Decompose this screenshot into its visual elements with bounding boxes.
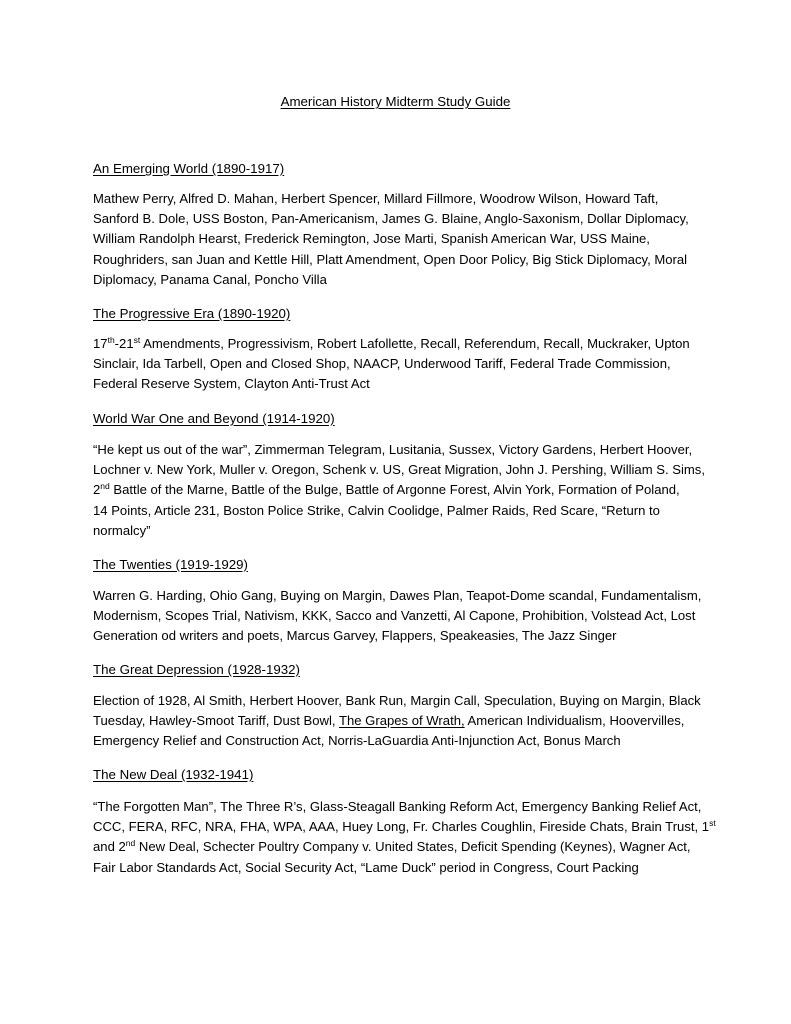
text-line: Mathew Perry, Alfred D. Mahan, Herbert Spencer, Millard Fillmore, Woodrow Wilson, Howard Taft, xyxy=(93,191,659,206)
section-progressive-era xyxy=(93,305,703,392)
text-line: Lochner v. New York, Muller v. Oregon, Schenk v. US, Great Migration, John J. Pershing, William S. Sims, xyxy=(93,462,705,478)
section-body xyxy=(93,440,703,541)
document-title: American History Midterm Study Guide xyxy=(280,94,511,109)
book-title: The Grapes of Wrath, xyxy=(338,713,465,729)
superscript: nd xyxy=(125,838,136,849)
text-line: Modernism, Scopes Trial, Nativism, KKK, Sacco and Vanzetti, Al Capone, Prohibition, Volstead Act, Lost xyxy=(93,608,696,624)
text-line: Emergency Relief and Construction Act, Norris-LaGuardia Anti-Injunction Act, Bonus March xyxy=(93,733,621,749)
text-fragment: Battle of the Marne, Battle of the Bulge, Battle of Argonne Forest, Alvin York, Formation of Poland, xyxy=(109,482,680,498)
text-line: Sinclair, Ida Tarbell, Open and Closed Shop, NAACP, Underwood Tariff, Federal Trade Commission, xyxy=(93,356,671,372)
text-line: Generation od writers and poets, Marcus Garvey, Flappers, Speakeasies, The Jazz Singer xyxy=(93,628,617,644)
text-line: “The Forgotten Man”, The Three R’s, Glass-Steagall Banking Reform Act, Emergency Banking Relief Act, xyxy=(93,799,702,814)
section-new-deal xyxy=(93,766,716,875)
section-heading: The Progressive Era (1890-1920) xyxy=(93,306,291,321)
section-body xyxy=(93,797,716,878)
text-line: Diplomacy, Panama Canal, Poncho Villa xyxy=(93,271,327,287)
text-line: Election of 1928, Al Smith, Herbert Hoover, Bank Run, Margin Call, Speculation, Buying on Margin, Black xyxy=(93,693,701,708)
section-heading: The New Deal (1932-1941) xyxy=(93,767,254,782)
text-line: “He kept us out of the war”, Zimmerman Telegram, Lusitania, Sussex, Victory Gardens, Herbert Hoover, xyxy=(93,442,693,457)
section-heading: World War One and Beyond (1914-1920) xyxy=(93,411,335,426)
text-line xyxy=(93,837,703,857)
text-line: normalcy” xyxy=(93,522,151,538)
superscript: nd xyxy=(100,481,110,492)
superscript: th xyxy=(107,335,115,345)
superscript: st xyxy=(133,335,141,345)
text-fragment: CCC, FERA, RFC, NRA, FHA, WPA, AAA, Huey Long, Fr. Charles Coughlin, Fireside Chats, Brain Trust, 1 xyxy=(93,819,710,835)
section-body xyxy=(93,691,703,752)
section-body xyxy=(93,586,703,647)
section-body xyxy=(93,334,703,395)
text-line: Roughriders, san Juan and Kettle Hill, Platt Amendment, Open Door Policy, Big Stick Diplomacy, Moral xyxy=(93,251,688,267)
section-twenties xyxy=(93,556,703,644)
text-line xyxy=(93,480,703,500)
text-line: William Randolph Hearst, Frederick Remington, Jose Marti, Spanish American War, USS Maine, xyxy=(93,231,650,247)
text-line: Fair Labor Standards Act, Social Security Act, “Lame Duck” period in Congress, Court Packing xyxy=(93,859,639,875)
section-heading: The Twenties (1919-1929) xyxy=(93,557,248,572)
text-line xyxy=(93,817,716,837)
text-fragment: New Deal, Schecter Poultry Company v. United States, Deficit Spending (Keynes), Wagner Act, xyxy=(135,839,691,855)
text-fragment: and 2 xyxy=(93,839,126,855)
text-line: Sanford B. Dole, USS Boston, Pan-Americanism, James G. Blaine, Anglo-Saxonism, Dollar Diplomacy, xyxy=(93,211,689,227)
section-emerging-world xyxy=(93,160,703,287)
section-world-war-one xyxy=(93,410,705,538)
section-heading: An Emerging World (1890-1917) xyxy=(93,161,285,176)
text-line: 14 Points, Article 231, Boston Police Strike, Calvin Coolidge, Palmer Raids, Red Scare, “Return to xyxy=(93,502,660,518)
text-fragment: 17 xyxy=(93,336,108,351)
text-line xyxy=(93,711,703,731)
text-fragment: American Individualism, Hoovervilles, xyxy=(464,713,685,729)
section-great-depression xyxy=(93,661,703,749)
section-heading: The Great Depression (1928-1932) xyxy=(93,662,300,677)
text-line: Federal Reserve System, Clayton Anti-Trust Act xyxy=(93,376,370,392)
text-line xyxy=(93,334,703,354)
text-fragment: Tuesday, Hawley-Smoot Tariff, Dust Bowl, xyxy=(93,713,339,729)
text-line: Warren G. Harding, Ohio Gang, Buying on Margin, Dawes Plan, Teapot-Dome scandal, Fundamentalism, xyxy=(93,588,702,603)
superscript: st xyxy=(709,818,716,829)
section-body xyxy=(93,189,703,290)
text-fragment: Amendments, Progressivism, Robert Lafollette, Recall, Referendum, Recall, Muckraker, Upton xyxy=(140,336,690,351)
text-fragment: 2 xyxy=(93,482,101,498)
text-fragment: -21 xyxy=(114,336,134,351)
